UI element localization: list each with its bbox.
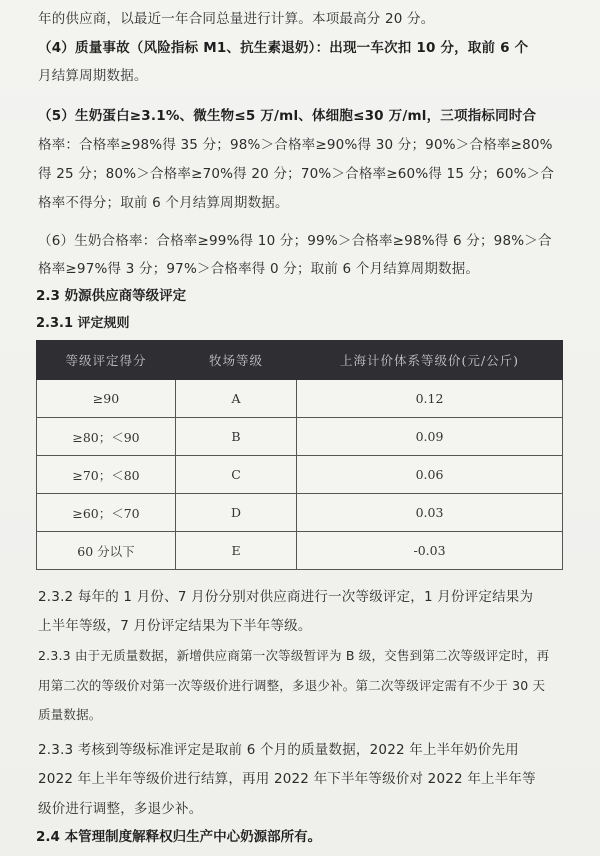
table-row (37, 494, 563, 532)
paragraph-line: 年的供应商，以最近一年合同总量进行计算。本项最高分 20 分。 (38, 11, 435, 27)
cell-price: 0.03 (297, 494, 563, 532)
item-4-line-1: （4）质量事故（风险指标 M1、抗生素退奶）：出现一车次扣 10 分，取前 6 个 (38, 40, 529, 56)
cell-price: -0.03 (297, 532, 563, 570)
table-row (37, 532, 563, 570)
section-2-3-3b-line-1: 2.3.3 考核到等级标准评定是取前 6 个月的质量数据，2022 年上半年奶价先用 (38, 742, 519, 758)
header-score: 等级评定得分 (37, 341, 176, 380)
section-2-3-3a-line-3: 质量数据。 (38, 707, 102, 722)
header-price: 上海计价体系等级价(元/公斤) (297, 341, 563, 380)
cell-price: 0.12 (297, 380, 563, 418)
cell-grade: D (176, 494, 297, 532)
item-5-line-4: 格率不得分；取前 6 个月结算周期数据。 (38, 195, 289, 211)
table-row (37, 456, 563, 494)
header-grade: 牧场等级 (176, 341, 297, 380)
item-5-line-3: 得 25 分；80%＞合格率≥70%得 20 分；70%＞合格率≥60%得 15 分；60%＞合 (38, 166, 555, 182)
section-2-3-3a-line-1: 2.3.3 由于无质量数据，新增供应商第一次等级暂评为 B 级，交售到第二次等级评定时，再 (38, 648, 550, 663)
cell-price: 0.09 (297, 418, 563, 456)
section-2-3-3b-line-3: 级价进行调整，多退少补。 (38, 801, 203, 817)
cell-score: 60 分以下 (37, 532, 176, 570)
table-row (37, 380, 563, 418)
section-2-3-3a-line-2: 用第二次的等级价对第一次等级价进行调整，多退少补。第二次等级评定需有不少于 30 天 (38, 678, 546, 693)
cell-score: ≥90 (37, 380, 176, 418)
cell-price: 0.06 (297, 456, 563, 494)
cell-grade: E (176, 532, 297, 570)
cell-grade: C (176, 456, 297, 494)
item-6-line-2: 格率≥97%得 3 分；97%＞合格率得 0 分；取前 6 个月结算周期数据。 (38, 261, 480, 277)
section-2-3-1-heading: 2.3.1 评定规则 (36, 316, 130, 331)
section-2-3-heading: 2.3 奶源供应商等级评定 (36, 288, 187, 304)
section-2-4-heading: 2.4 本管理制度解释权归生产中心奶源部所有。 (36, 829, 322, 845)
item-4-line-2: 月结算周期数据。 (38, 68, 148, 84)
item-5-line-1: （5）生奶蛋白≥3.1%、微生物≤5 万/ml、体细胞≤30 万/ml，三项指标同时合 (38, 108, 537, 124)
section-2-3-2-line-2: 上半年等级，7 月份评定结果为下半年等级。 (38, 618, 312, 634)
table-header-row (37, 341, 563, 380)
section-2-3-2-line-1: 2.3.2 每年的 1 月份、7 月份分别对供应商进行一次等级评定，1 月份评定结果为 (38, 589, 534, 605)
grade-table (36, 340, 563, 570)
cell-score: ≥70；＜80 (37, 456, 176, 494)
cell-grade: A (176, 380, 297, 418)
cell-score: ≥80；＜90 (37, 418, 176, 456)
item-6-line-1: （6）生奶合格率：合格率≥99%得 10 分；99%＞合格率≥98%得 6 分；98%＞合 (38, 233, 552, 249)
cell-score: ≥60；＜70 (37, 494, 176, 532)
section-2-3-3b-line-2: 2022 年上半年等级价进行结算，再用 2022 年下半年等级价对 2022 年上半年等 (38, 771, 536, 787)
table-row (37, 418, 563, 456)
cell-grade: B (176, 418, 297, 456)
item-5-line-2: 格率：合格率≥98%得 35 分；98%＞合格率≥90%得 30 分；90%＞合格率≥80% (38, 137, 553, 153)
